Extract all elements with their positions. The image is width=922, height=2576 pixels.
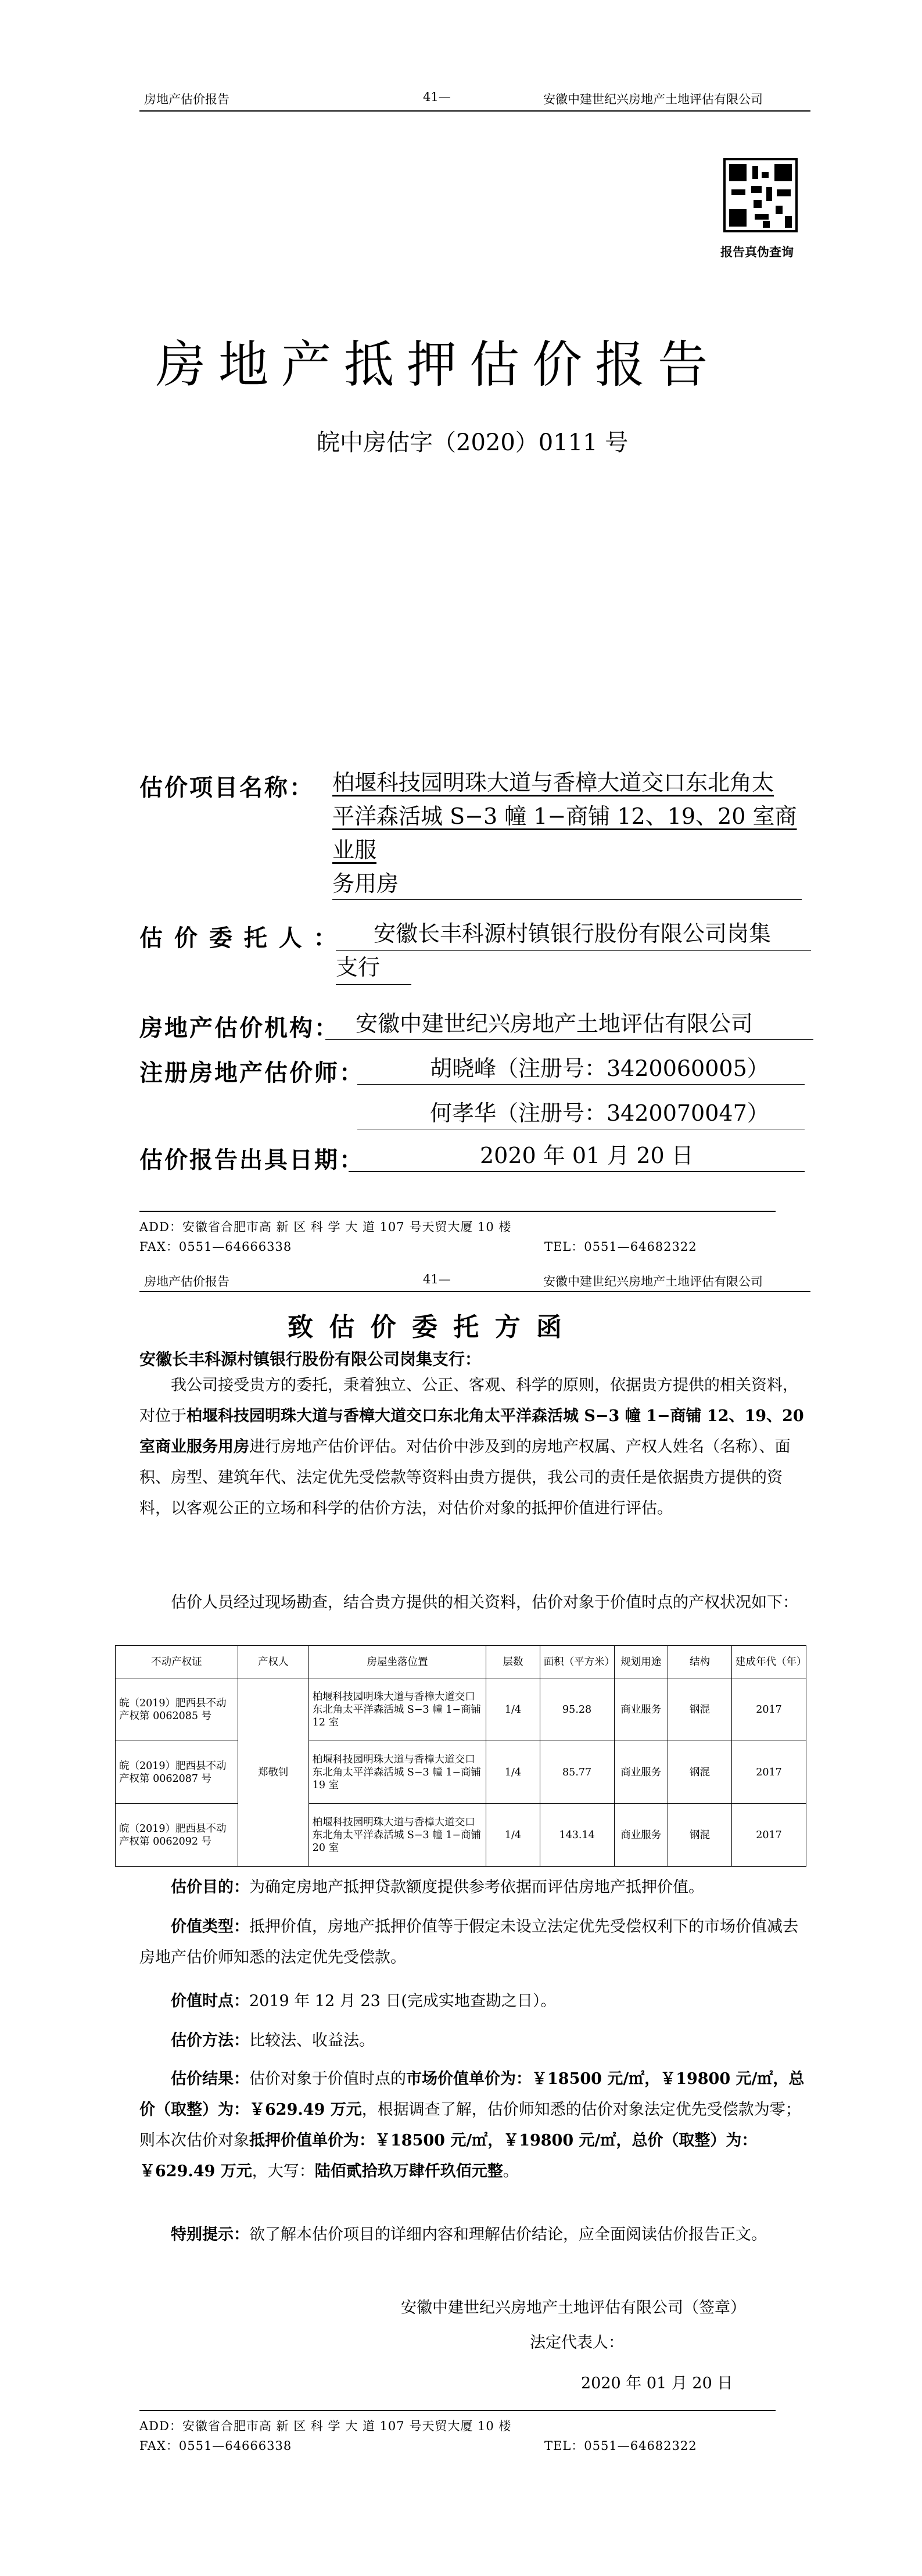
- status-paragraph: 估价人员经过现场勘查，结合贵方提供的相关资料，估价对象于价值时点的产权状况如下：: [171, 1594, 798, 1612]
- footer-rule: [139, 2410, 776, 2411]
- footer-tel: TEL：0551—64682322: [544, 1240, 697, 1254]
- header-rule: [139, 110, 810, 112]
- letter-title: 致 估 价 委 托 方 函: [288, 1312, 565, 1342]
- property-table: [115, 1645, 806, 1867]
- appraiser-1: 胡晓峰（注册号：3420060005）: [430, 1056, 769, 1081]
- footer-fax: FAX：0551—64666338: [139, 1240, 292, 1254]
- header-page-number: 41—: [423, 1272, 451, 1286]
- qr-code-icon[interactable]: [723, 158, 798, 232]
- table-row: 皖（2019）肥西县不动产权第 0062085 号 郑敬钊 柏堰科技园明珠大道与香樟大道交口东北角太平洋森活城 S−3 幢 1−商铺 12 室 1/4 95.28 商业服务 钢混 2017: [116, 1678, 806, 1741]
- intro-paragraph: 我公司接受贵方的委托，秉着独立、公正、客观、科学的原则，依据贵方提供的相关资料，对位于柏堰科技园明珠大道与香樟大道交口东北角太平洋森活城 S−3 幢 1−商铺 12、19、20 室商业服务用房进行房地产估价评估。对估价中涉及到的房地产权属、产权人姓名（名称）、面积、房型、建筑年代、法定优先受偿款等资料由贵方提供，我公司的责任是依据贵方提供的资料，以客观公正的立场和科学的估价方法，对估价对象的抵押价值进行评估。: [139, 1376, 804, 1517]
- signature-representative: 法定代表人：: [530, 2334, 624, 2352]
- purpose-paragraph: 估价目的：为确定房地产抵押贷款额度提供参考依据而评估房地产抵押价值。: [171, 1878, 704, 1896]
- qr-caption: 报告真伪查询: [720, 245, 794, 259]
- special-note-paragraph: 特别提示：欲了解本估价项目的详细内容和理解估价结论，应全面阅读估价报告正文。: [171, 2226, 767, 2244]
- header-right: 安徽中建世纪兴房地产土地评估有限公司: [543, 1275, 763, 1289]
- footer-address: ADD：安徽省合肥市高 新 区 科 学 大 道 107 号天贸大厦 10 楼: [139, 1220, 512, 1234]
- footer-rule: [139, 1211, 776, 1212]
- table-header-row: 不动产权证 产权人 房屋坐落位置 层数 面积（平方米） 规划用途 结构 建成年代（年）: [116, 1646, 806, 1678]
- table-row: 皖（2019）肥西县不动产权第 0062092 号 柏堰科技园明珠大道与香樟大道交口东北角太平洋森活城 S−3 幢 1−商铺 20 室 1/4 143.14 商业服务 钢混 2017: [116, 1804, 806, 1867]
- report-number: 皖中房估字（2020）0111 号: [317, 429, 629, 456]
- footer-fax: FAX：0551—64666338: [139, 2439, 292, 2453]
- table-row: 皖（2019）肥西县不动产权第 0062087 号 柏堰科技园明珠大道与香樟大道交口东北角太平洋森活城 S−3 幢 1−商铺 19 室 1/4 85.77 商业服务 钢混 2017: [116, 1741, 806, 1804]
- client-value: 安徽长丰科源村镇银行股份有限公司岗集 支行: [336, 921, 772, 980]
- date-label: 估价报告出具日期：: [139, 1146, 364, 1174]
- footer-address: ADD：安徽省合肥市高 新 区 科 学 大 道 107 号天贸大厦 10 楼: [139, 2419, 512, 2433]
- project-label: 估价项目名称：: [139, 774, 314, 801]
- client-label: 估 价 委 托 人 ：: [139, 924, 339, 952]
- value-time-paragraph: 价值时点：2019 年 12 月 23 日(完成实地查勘之日）。: [171, 1992, 557, 2010]
- header-right: 安徽中建世纪兴房地产土地评估有限公司: [543, 92, 763, 106]
- signature-date: 2020 年 01 月 20 日: [581, 2374, 733, 2392]
- agency-label: 房地产估价机构：: [139, 1014, 339, 1042]
- appraiser-2: 何孝华（注册号：3420070047）: [430, 1100, 769, 1126]
- header-left: 房地产估价报告: [144, 92, 229, 106]
- method-paragraph: 估价方法：比较法、收益法。: [171, 2032, 375, 2050]
- report-title: 房地产抵押估价报告: [156, 336, 720, 394]
- value-type-paragraph: 价值类型：抵押价值，房地产抵押价值等于假定未设立法定优先受偿权利下的市场价值减去房地产估价师知悉的法定优先受偿款。: [139, 1918, 798, 1967]
- footer-tel: TEL：0551—64682322: [544, 2439, 697, 2453]
- header-rule: [139, 1291, 810, 1292]
- header-page-number: 41—: [423, 90, 451, 104]
- date-value: 2020 年 01 月 20 日: [480, 1143, 694, 1168]
- project-value: 柏堰科技园明珠大道与香樟大道交口东北角太 平洋森活城 S−3 幢 1−商铺 12、19、20 室商业服 务用房: [332, 770, 797, 896]
- header-left: 房地产估价报告: [144, 1275, 229, 1289]
- signature-company: 安徽中建世纪兴房地产土地评估有限公司（签章）: [401, 2299, 746, 2317]
- addressee: 安徽长丰科源村镇银行股份有限公司岗集支行：: [139, 1350, 482, 1369]
- agency-value: 安徽中建世纪兴房地产土地评估有限公司: [356, 1011, 754, 1036]
- appraiser-label: 注册房地产估价师：: [139, 1059, 364, 1086]
- result-paragraph: 估价结果：估价对象于价值时点的市场价值单价为：￥18500 元/㎡，￥19800 元/㎡，总价（取整）为：￥629.49 万元，根据调查了解，估价师知悉的估价对象法定优先受偿款为零；则本次估价对象抵押价值单价为：￥18500 元/㎡，￥19800 元/㎡，总价（取整）为：￥629.49 万元，大写：陆佰贰拾玖万肆仟玖佰元整。: [139, 2070, 805, 2180]
